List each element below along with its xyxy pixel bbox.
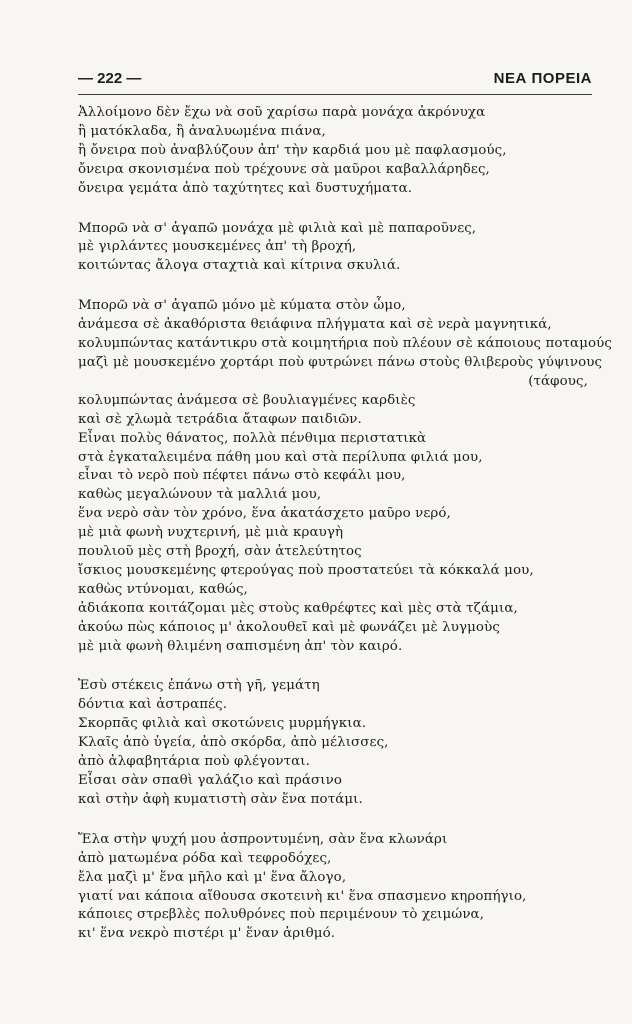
poem-line: Μπορῶ νὰ σ' ἀγαπῶ μονάχα μὲ φιλιὰ καὶ μὲ παπαροῦνες, — [78, 220, 477, 236]
poem-line: Σκορπᾶς φιλιὰ καὶ σκοτώνεις μυρμήγκια. — [78, 716, 367, 732]
poem-line: Μπορῶ νὰ σ' ἀγαπῶ μόνο μὲ κύματα στὸν ὦμο, — [78, 298, 406, 314]
poem-line: μὲ γιρλάντες μουσκεμένες ἀπ' τὴ βροχή, — [78, 239, 357, 255]
poem-line: ἀδιάκοπα κοιτάζομαι μὲς στοὺς καθρέφτες καὶ μὲς στὰ τζάμια, — [78, 600, 518, 616]
header-rule — [78, 94, 592, 95]
poem-line: Εἶσαι σὰν σπαθὶ γαλάζιο καὶ πράσινο — [78, 773, 342, 788]
poem-line: κολυμπώντας κατάντικρυ στὰ κοιμητήρια ποὺ πλέουν σὲ κάποιους ποταμούς — [78, 336, 612, 352]
poem-line: μαζὶ μὲ μουσκεμένο χορτάρι ποὺ φυτρώνει πάνω στοὺς θλιβεροὺς γύψινους — [78, 354, 603, 370]
poem-line: ἀκούω πὼς κάποιος μ' ἀκολουθεῖ καὶ μὲ φωνάζει μὲ λυγμοὺς — [78, 619, 500, 635]
poem-line: ὄνειρα γεμάτα ἀπὸ ταχύτητες καὶ δυστυχήματα. — [78, 180, 413, 196]
stanza — [78, 220, 598, 277]
poem-line: ἔλα μαζὶ μ' ἕνα μῆλο καὶ μ' ἕνα ἄλογο, — [78, 869, 347, 885]
poem-body — [78, 104, 612, 965]
poem-line-continuation: (τάφους, — [528, 373, 588, 389]
stanza — [78, 831, 598, 944]
poem-line: ἢ ὄνειρα ποὺ ἀναβλύζουν ἀπ' τὴν καρδιά μου μὲ παφλασμούς, — [78, 142, 507, 158]
poem-line: ἀπὸ ματωμένα ρόδα καὶ τεφροδόχες, — [78, 850, 332, 866]
poem-line: καθὼς μεγαλώνουν τὰ μαλλιά μου, — [78, 487, 322, 503]
poem-line: εἶναι τὸ νερὸ ποὺ πέφτει πάνω στὸ κεφάλι μου, — [78, 468, 406, 484]
poem-line: καθὼς ντύνομαι, καθώς, — [78, 581, 248, 597]
poem-line: κάποιες στρεβλὲς πολυθρόνες ποὺ περιμένουν τὸ χειμώνα, — [78, 907, 485, 923]
poem-line: πουλιοῦ μὲς στὴ βροχή, σὰν ἀτελεύτητος — [78, 544, 362, 560]
poem-line: μὲ μιὰ φωνὴ θλιμένη σαπισμένη ἀπ' τὸν καιρό. — [78, 638, 403, 654]
poem-line: κολυμπώντας ἀνάμεσα σὲ βουλιαγμένες καρδιὲς — [78, 392, 416, 408]
page-number: — 222 — — [78, 70, 142, 87]
poem-line: Εἶναι πολὺς θάνατος, πολλὰ πένθιμα περιστατικὰ — [78, 430, 427, 446]
poem-line: καὶ σὲ χλωμὰ τετράδια ἄταφων παιδιῶν. — [78, 411, 362, 427]
poem-line: Ἀλλοίμονο δὲν ἔχω νὰ σοῦ χαρίσω παρὰ μονάχα ἀκρόνυχα — [78, 105, 486, 120]
poem-line: Κλαῖς ἀπὸ ὑγεία, ἀπὸ σκόρδα, ἀπὸ μέλισσες, — [78, 735, 389, 751]
page-header — [78, 70, 592, 92]
poem-line: καὶ στὴν ἀφὴ κυματιστὴ σὰν ἕνα ποτάμι. — [78, 791, 363, 807]
poem-line: γιατί ναι κάποια αἴθουσα σκοτεινὴ κι' ἕνα σπασμενο κηροπήγιο, — [78, 888, 527, 904]
poem-line: ἢ ματόκλαδα, ἢ ἀναλυωμένα πιάνα, — [78, 123, 326, 139]
poem-line: δόντια καὶ ἀστραπές. — [78, 697, 228, 713]
stanza — [78, 104, 598, 199]
stanza — [78, 297, 612, 656]
poem-line: κοιτώντας ἄλογα σταχτιὰ καὶ κίτρινα σκυλιά. — [78, 258, 401, 274]
poem-line: ἕνα νερὸ σὰν τὸν χρόνο, ἕνα ἀκατάσχετο μαῦρο νερό, — [78, 506, 451, 522]
poem-line: Ἐσὺ στέκεις ἐπάνω στὴ γῆ, γεμάτη — [78, 678, 320, 694]
poem-line: Ἔλα στὴν ψυχή μου ἀσπροντυμένη, σὰν ἕνα κλωνάρι — [78, 831, 448, 847]
stanza — [78, 677, 598, 809]
poem-line: ἴσκιος μουσκεμένης φτερούγας ποὺ προστατεύει τὰ κόκκαλά μου, — [78, 562, 534, 578]
running-title: ΝΕΑ ΠΟΡΕΙΑ — [493, 70, 592, 87]
poem-line: κι' ἕνα νεκρὸ πιστέρι μ' ἕναν ἀριθμό. — [78, 926, 336, 942]
poem-line: ὄνειρα σκονισμένα ποὺ τρέχουνε σὰ μαῦροι καβαλλάρηδες, — [78, 161, 490, 177]
poem-line: μὲ μιὰ φωνὴ νυχτερινή, μὲ μιὰ κραυγὴ — [78, 525, 344, 541]
poem-line: στὰ ἐγκαταλειμένα πάθη μου καὶ στὰ περίλυπα φιλιά μου, — [78, 449, 483, 465]
poem-line: ἀνάμεσα σὲ ἀκαθόριστα θειάφινα πλήγματα καὶ σὲ νερὰ μαγνητικά, — [78, 317, 552, 333]
poem-line: ἀπὸ ἀλφαβητάρια ποὺ φλέγονται. — [78, 754, 310, 770]
